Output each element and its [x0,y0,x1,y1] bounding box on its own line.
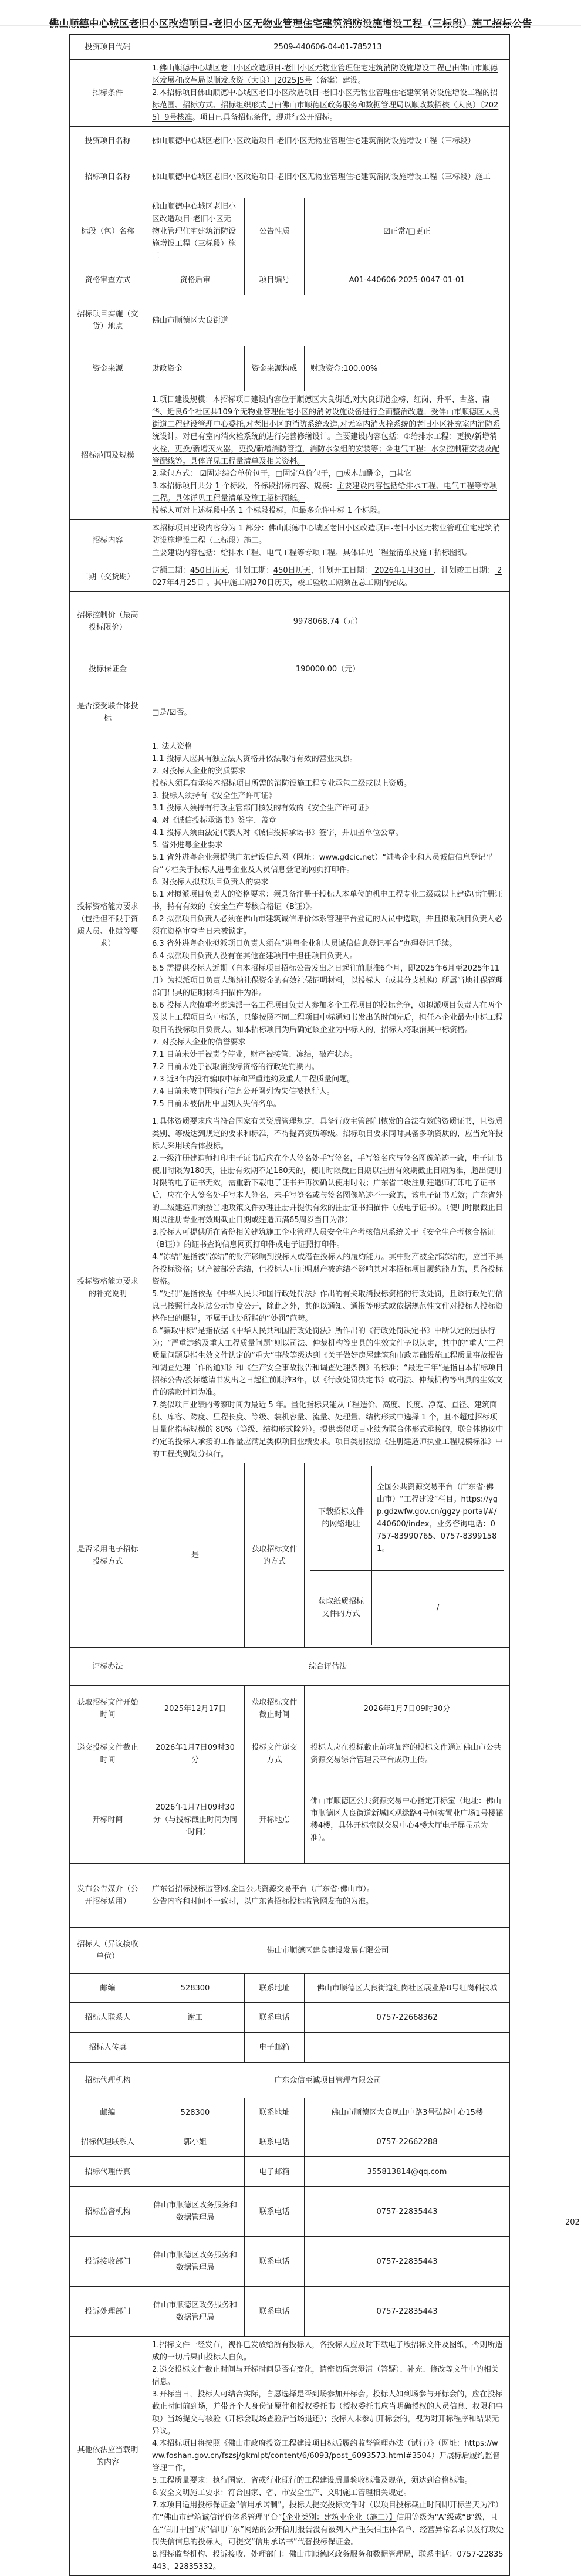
row-label: 投资项目代码 [70,35,146,60]
row-value: 2026年1月7日09时30分（与投标截止时间为同一时间） [146,1776,245,1864]
row-value: 本招标项目建设内容分为 1 部分：佛山顺德中心城区老旧小区改造项目-老旧小区无物业管理住宅建筑消防设施增设工程（三标段）施工。 主要建设内容包括：给排水工程、电气工程等专项工程。具体详见工程量清单及施工招标图纸。 [146,520,510,562]
row-label: 邮编 [70,2098,146,2127]
row-value: 资格后审 [146,265,245,295]
row-label: 项目编号 [245,265,305,295]
row-section-name [70,198,510,265]
row-label: 获取招标文件的方式 [245,1463,305,1648]
row-value: 是 [146,1463,245,1648]
row-investment-code [70,35,510,60]
row-value: 定额工期：450日历天，计划工期：450日历天，计划开工日期： 2026年1月30日 ，计划竣工日期： 2027年4月25日 。其中施工期270日历天，竣工验收工期须在总工期内完成。 [146,562,510,592]
row-label: 联系电话 [245,2237,305,2287]
row-value: 佛山顺德中心城区老旧小区改造项目-老旧小区无物业管理住宅建筑消防设施增设工程（三标段）施工 [146,198,245,265]
row-label: 招标代理联系人 [70,2127,146,2157]
row-tender-content [70,520,510,562]
row-value: 190000.00（元） [146,651,510,687]
top-divider [0,25,581,26]
row-duration [70,562,510,592]
row-value: 528300 [146,2098,245,2127]
row-bid-bond [70,651,510,687]
row-value: 1. 法人资格 1.1 投标人应具有独立法人资格并依法取得有效的营业执照。 2. 对投标人企业的资质要求 投标人须具有承接本招标项目所需的消防设施工程专业承包二级或以上资质。 3. 投标人须持有《安全生产许可证》 3.1 投标人须持有行政主管部门核发的有效的《安全生产许可证》 4. 对《诚信投标承诺书》签字、盖章 4.1 投标人须由法定代表人对《诚信投标承诺书》签字，并加盖单位公章。 5. 省外进粤企业要求 5.1 省外进粤企业须提供广东建设信息网（网址：www.gdcic.net）“进粤企业和人员诚信信息登记平台”专栏关于投标人进粤企业及人员信息登记的网页打印件。 6. 对投标人拟派项目负责人的要求 6.1 对拟派项目负责人的资格要求：须具备注册于投标人本单位的机电工程专业二级或以上建造师注册证书，持有有效的《安全生产考核合格证（B证）》。 6.2 拟派项目负责人必须在佛山市建筑诚信评价体系管理平台登记的人员中选取，并且拟派项目负责人必须在资格审查当日未被锁定。 6.3 省外进粤企业拟派项目负责人须在“进粤企业和人员诚信信息登记平台”办理登记手续。 6.4 拟派项目负责人没有在其他在建项目中担任项目负责人。 6.5 需提供投标人近期（自本招标项目招标公告发出之日起往前顺推6个月，即2025年6月至2025年11月）为拟派项目负责人缴纳社保资金的有效社保证明材料，以投标人（或其分支机构）所属当地社保管理部门出具的证明材料扫描件为准。 6.6 投标人应慎重考虑选派一名工程项目负责人参加多个工程项目的投标竞争，如拟派项目负责人在两个及以上工程项目均中标的，只能按照不同工程项目中标通知书发出的时间先后，担任本企业最先中标工程项目的投标项目负责人。如本招标项目为后确定该企业为中标人的，招标人将取消其中标资格。 7. 对投标人企业的信誉要求 7.1 目前未处于被责令停业，财产被接管、冻结，破产状态。 7.2 目前未处于被取消投标资格的行政处罚期内。 7.3 近3年内没有骗取中标和严重违约及重大工程质量问题。 7.4 目前未被中国执行信息公开网列为失信被执行人。 7.5 目前未被信用中国列入失信名单。 [146,738,510,1113]
row-value: 1.项目建设规模：本招标项目建设内容位于顺德区大良街道,对大良街道金榜、红岗、升平、古鉴、南华、近良6个社区共109个无物业管理住宅小区的消防设施设备进行全面整治改造。受佛山市顺德区大良街道工程建设管理中心委托,对老旧小区的消防系统改造,对无室内消火栓系统的老旧小区补充室内消防系统设计。对已有室内消火栓系统的进行完善修缮设计。主要建设内容包括：①给排水工程：更换/新增消火栓，更换/新增灭火器，更换/新增消防管道，消防水泵组的安装等；②电气工程：水泵控制箱安装及配管配线等。具体详见工程量清单及相关资料。 2.承包方式： ☑固定综合单价包干，□固定总价包干，□成本加酬金，□其它 3.本招标项目共分 1 个标段，各标段招标内容、规模：主要建设内容包括给排水工程、电气工程等专项工程。具体详见工程量清单及施工招标图纸。 投标人可对上述标段中的 1 个标段投标，但最多允许中标 1 个标段。 [146,391,510,520]
row-label: 招标内容 [70,520,146,562]
row-value: □是/☑否。 [146,687,510,738]
row-label: 投资项目名称 [70,127,146,155]
row-value: 投标人应在投标截止前将加密的投标文件通过佛山市公共资源交易综合管理云平台成功上传。 [305,1732,510,1776]
row-value: 2509-440606-04-01-785213 [146,35,510,60]
row-label: 投诉接收部门 [70,2237,146,2287]
row-value [146,2033,245,2063]
row-label: 资金来源 [70,346,146,391]
row-label: 招标范围及规模 [70,391,146,520]
page-title: 佛山顺德中心城区老旧小区改造项目-老旧小区无物业管理住宅建筑消防设施增设工程（三标段）施工招标公告 [49,18,532,30]
row-scope [70,391,510,520]
row-tenderer [70,1928,510,1974]
row-label: 招标人联系人 [70,2003,146,2033]
row-announcement-media [70,1864,510,1928]
row-label: 招标条件 [70,60,146,127]
announcement-table [69,34,510,2576]
row-label: 投诉处理部门 [70,2287,146,2337]
nested-row-label: 获取纸质招标文件的方式 [310,1571,372,1645]
row-label: 公告性质 [245,198,305,265]
row-agency-fax [70,2157,510,2187]
row-value: A01-440606-2025-0047-01-01 [305,265,510,295]
row-label: 招标监督机构 [70,2187,146,2237]
row-label: 招标人（异议接收单位） [70,1928,146,1974]
row-value: 佛山市顺德区大良街道 [146,295,510,346]
row-investment-name [70,127,510,155]
row-value: 9978068.74（元） [146,592,510,651]
row-label: 联系电话 [245,2187,305,2237]
row-value: 佛山顺德中心城区老旧小区改造项目-老旧小区无物业管理住宅建筑消防设施增设工程（三标段）施工 [146,155,510,198]
row-label: 开标时间 [70,1776,146,1864]
row-value: 佛山市顺德区政务服务和数据管理局 [146,2287,245,2337]
row-supervision-org [70,2187,510,2237]
row-label: 投标资格能力要求的补充说明 [70,1113,146,1463]
row-label: 资格审查方式 [70,265,146,295]
row-label: 联系电话 [245,2003,305,2033]
row-label: 资金来源构成 [245,346,305,391]
row-agency-postcode [70,2098,510,2127]
row-value: 佛山市顺德区政务服务和数据管理局 [146,2187,245,2237]
row-value: 佛山市顺德区大良街道红岗社区展业路8号红岗科技城 [305,1974,510,2003]
row-value: 佛山市顺德区大良凤山中路3号弘越中心15楼 [305,2098,510,2127]
row-fund-source [70,346,510,391]
row-delivery-location [70,295,510,346]
row-value: 0757-22835443 [305,2187,510,2237]
row-tender-project-name [70,155,510,198]
nested-row [310,1571,504,1645]
row-label: 标段（包）名称 [70,198,146,265]
row-label: 其他依法应当载明的内容 [70,2337,146,2576]
row-bid-opening [70,1776,510,1864]
row-doc-obtain-time [70,1686,510,1732]
row-value: 广东众信至诚项目管理有限公司 [146,2063,510,2098]
row-agency-contact [70,2127,510,2157]
row-label: 招标项目实施（交货）地点 [70,295,146,346]
row-submission-deadline [70,1732,510,1776]
row-label: 工期（交货期） [70,562,146,592]
row-label: 招标控制价（最高投标限价） [70,592,146,651]
row-label: 招标代理传真 [70,2157,146,2187]
row-label: 招标项目名称 [70,155,146,198]
row-tender-conditions [70,60,510,127]
row-value [305,2033,510,2063]
row-label: 是否采用电子招标投标方式 [70,1463,146,1648]
row-qualification-supplement [70,1113,510,1463]
row-label: 电子邮箱 [245,2033,305,2063]
row-label: 投标资格能力要求（包括但不限于资质人员、业绩等要求） [70,738,146,1113]
row-value [305,1463,510,1648]
row-control-price [70,592,510,651]
row-value: 2025年12月17日 [146,1686,245,1732]
row-value: 528300 [146,1974,245,2003]
row-label: 获取招标文件截止时间 [245,1686,305,1732]
row-value [146,2157,245,2187]
row-complaint-receiving [70,2237,510,2287]
nested-table [310,1466,504,1645]
row-other-contents [70,2337,510,2576]
row-value: 佛山市顺德区政务服务和数据管理局 [146,2237,245,2287]
row-value: 谢工 [146,2003,245,2033]
page-footer-fragment: 202 [565,2218,580,2227]
nested-row-value: / [372,1571,504,1645]
row-label: 联系电话 [245,2127,305,2157]
nested-row-label: 下载招标文件的网络地址 [310,1466,372,1571]
announcement-table-body [70,35,510,2576]
row-complaint-handling [70,2287,510,2337]
row-tenderer-contact [70,2003,510,2033]
row-value: 1.具体资质要求应当符合国家有关资质管理规定，具备行政主管部门核发的合法有效的资质证书，且资质类别、等级达到规定的要求和标准，不得提高资质等级。招标项目要求同时具备多项资质的，应当允许投标人采用联合体投标。 2.一级注册建造师打印电子证书后应在个人签名处手写签名，手写签名应与签名图像笔迹一致，电子证书使用时限为180天，注册有效期不足180天的，使用时限截止日期以注册有效期截止日期为准，超出使用时限的电子证书无效，需重新下载电子证书并再次确认使用时限；广东省二级注册建造师打印电子证书后，应在个人签名处手写本人签名，未手写签名或与签名图像笔迹不一致的，该电子证书无效；广东省外的二级建造师须按当地政策文件办理注册并提供有效的注册证书扫描件（或电子证书）。（使用时限截止日期以注册专业有效期截止日期或建造师满65周岁当日为准） 3.投标人可提供所在省份相关建筑施工企业管理人员安全生产考核信息系统关于《安全生产考核合格证（B证）》的证书查询信息网页打印件或电子证照打印件。 4.“冻结”是指被“冻结”的财产影响到投标人或潜在投标人的履约能力。其中财产被全部冻结的，应当不具备投标资格；财产被部分冻结，但投标人可证明财产被冻结不影响其对本招标项目履约能力的，具备投标资格。 5.“处罚”是指依据《中华人民共和国行政处罚法》作出的有关取消投标资格的行政处罚，且该行政处罚信息已按照行政执法公示制度公开，除此之外，其他以通知、通报等形式或依据规范性文件对投标人投标资格作出的限制，不属于此处所指的“处罚”范畴。 6.“骗取中标”是指依据《中华人民共和国行政处罚法》所作出的《行政处罚决定书》中所认定的违法行为；“严重违约及重大工程质量问题”则以司法、仲裁机构等出具的生效文件予以认定，其中的“重大”工程质量问题是指生效文件认定的“重大”事故等级达到《关于做好房屋建筑和市政基础设施工程质量事故报告和调查处理工作的通知》和《生产安全事故报告和调查处理条例》的标准；“最近三年”是指自本招标项目招标公告/投标邀请书发出之日起往前顺推3年，以《行政处罚决定书》或司法、仲裁机构等出具的生效文件的落款时间为准。 7.类似项目业绩的考察时间为最近 5 年。量化指标只能从工程造价、高度、长度、净宽、直径、建筑面积、库容、跨度、里程长度、等级、装机容量、流量、处理量、结构形式中选择 1 个，且不超过招标项目量化指标规模的 80%（等级、结构形式除外）。提供类似项目业绩为联合体形式承接的，联合体协议中约定的投标人承接的工作量应满足类似项目业绩要求。项目类别按照《注册建造师执业工程规模标准》中的工程类别划分执行。 [146,1113,510,1463]
row-label: 联系电话 [245,2287,305,2337]
row-value: 佛山市顺德区公共资源交易中心指定开标室（地址：佛山市顺德区大良街道新城区观绿路4号恒实置业广场1号楼裙楼4楼，具体开标室以交易中心4楼大厅电子屏显示为准）。 [305,1776,510,1864]
row-qualification-review [70,265,510,295]
row-label: 电子邮箱 [245,2157,305,2187]
row-value: 佛山顺德中心城区老旧小区改造项目-老旧小区无物业管理住宅建筑消防设施增设工程（三标段） [146,127,510,155]
row-value: 0757-22668362 [305,2003,510,2033]
row-label: 招标人传真 [70,2033,146,2063]
row-label: 投标文件递交方式 [245,1732,305,1776]
row-evaluation-method [70,1648,510,1686]
row-value: 郭小姐 [146,2127,245,2157]
row-value: 1.佛山顺德中心城区老旧小区改造项目-老旧小区无物业管理住宅建筑消防设施增设工程已由佛山市顺德区发展和改革局以顺发改资（大良）[2025]5号（备案）建设。 2.本招标项目佛山顺德中心城区老旧小区改造项目-老旧小区无物业管理住宅建筑消防设施增设工程的招标范围、招标方式、招标组织形式已由佛山市顺德区政务服务和数据管理局以顺政数招核（大良）〔2025〕9号核准。项目已具备招标条件，现进行公开招标。 [146,60,510,127]
row-value: 0757-22662288 [305,2127,510,2157]
row-label: 联系地址 [245,2098,305,2127]
row-label: 招标代理机构 [70,2063,146,2098]
row-label: 联系地址 [245,1974,305,2003]
row-label: 发布公告媒介（公开招标适用） [70,1864,146,1928]
row-value: 综合评估法 [146,1648,510,1686]
row-tenderer-postcode [70,1974,510,2003]
row-value: 355813814@qq.com [305,2157,510,2187]
row-label: 获取招标文件开始时间 [70,1686,146,1732]
row-tenderer-fax [70,2033,510,2063]
row-value: 广东省招标投标监管网,全国公共资源交易平台（广东省·佛山市）。 公告内容和时间不一致时，以广东省招标投标监管网发布的为准。 [146,1864,510,1928]
row-value: 1.招标文件一经发布，视作已发放给所有投标人，各投标人应及时下载电子版招标文件及图纸，否则所造成的一切后果由投标人自负。 2.递交投标文件截止时间与开标时间是否有变化，请密切留意澄清（答疑）、补充、修改等文件中的相关信息。 3.开标当日，投标人可结合实际，自愿选择是否到场参加开标会。投标人如到场参与开标会的，应在投标截止时间前到场，并带齐个人身份证原件和授权委托书（授权委托书应当明确授权的人员信息、权限和事项）当场提交与核验（开标会现场查验后当场退还）；投标人未参加开标会的，视为对开标程序和结果无异议。 4.本招标项目将按照《佛山市政府投资工程建设项目标后履约监督管理办法（试行）》（网址：https://www.foshan.gov.cn/fszsj/gkmlpt/content/6/6093/post_6093573.html#3504）开展标后履约监督管理工作。 5.工程质量要求：执行国家、省或行业现行的工程建设质量验收标准及规范，须达到合格标准。 6.安全文明施工要求：符合国家、省、市安全生产、文明施工管理相关规定。 7.本项目适用投标保证金“信用承诺制”。投标人提交投标文件时（以项目投标截止时间即开标当天为准）在“佛山市建筑诚信评价体系管理平台”【企业类别：建筑业企业（施工）】信用等级为“A”级或“B”级，且在“信用中国”或“信用广东”网站的公开信用报告没有被列入严重失信主体名单、经营异常名录以及行政处罚失信信息的投标人，可提交“信用承诺书”代替投标保证金。 8.招标监督机构、投诉接收、处理部门：佛山市顺德区政务服务和数据管理局，联系电话：0757-22835443、22835332。 [146,2337,510,2576]
row-label: 评标办法 [70,1648,146,1686]
row-label: 开标地点 [245,1776,305,1864]
row-value: 0757-22835443 [305,2287,510,2337]
nested-row-value: 全国公共资源交易平台（广东省·佛山市）“工程建设”栏目。https://ygp.gdzwfw.gov.cn/ggzy-portal/#/440600/index，业务咨询电话：0757-83990765、0757-83991581。 [377,1483,498,1553]
row-label: 邮编 [70,1974,146,2003]
row-value: 0757-22835443 [305,2237,510,2287]
row-electronic-bidding [70,1463,510,1648]
row-value: 财政资金:100.00% [305,346,510,391]
row-value: 财政资金 [146,346,245,391]
row-value: ☑正常/□更正 [305,198,510,265]
row-label: 是否接受联合体投标 [70,687,146,738]
row-label: 投标保证金 [70,651,146,687]
row-value: 佛山市顺德区建良建设发展有限公司 [146,1928,510,1974]
row-consortium [70,687,510,738]
row-agency [70,2063,510,2098]
row-value: 2026年1月7日09时30分 [305,1686,510,1732]
row-value: 2026年1月7日09时30分 [146,1732,245,1776]
row-qualification-requirements [70,738,510,1113]
nested-row [310,1466,504,1571]
row-label: 递交投标文件截止时间 [70,1732,146,1776]
